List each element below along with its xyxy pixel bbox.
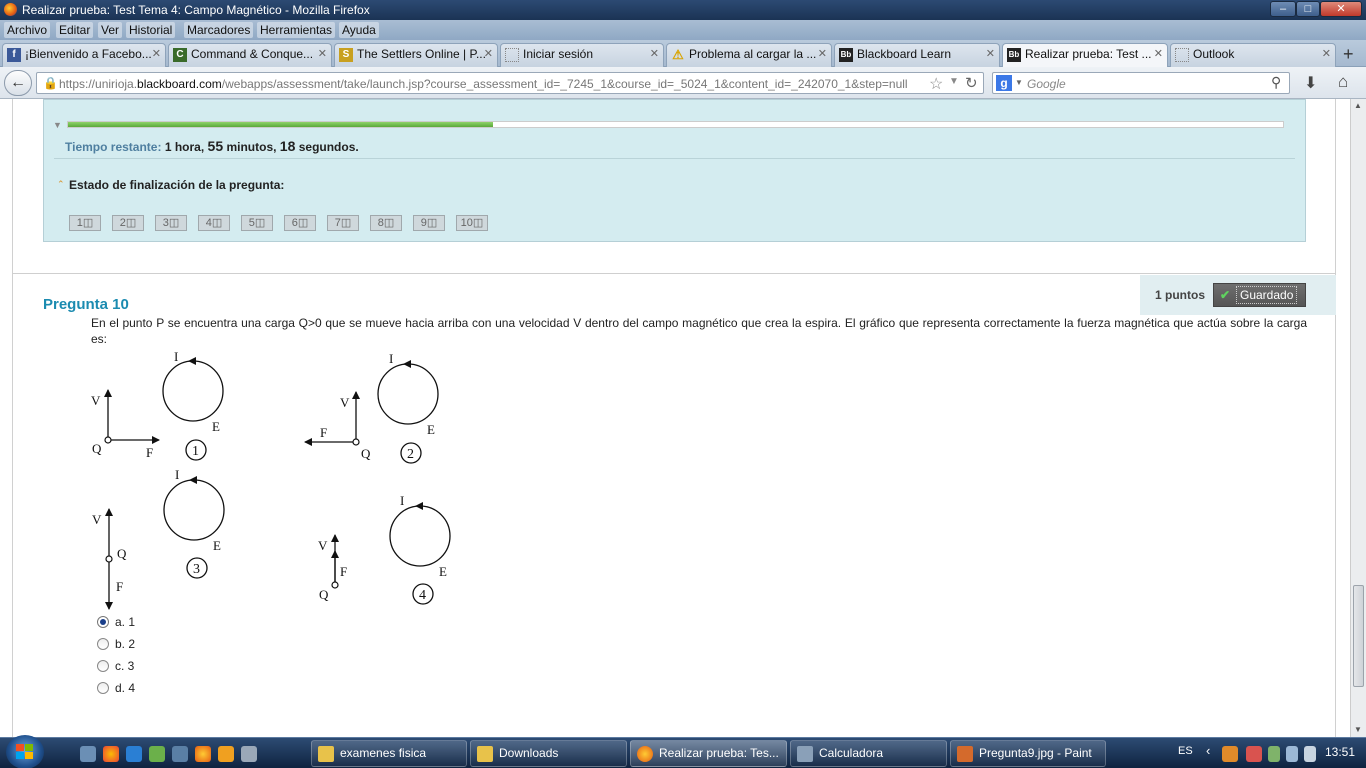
check-icon: ✔ — [1220, 288, 1231, 302]
taskbar-item-firefox[interactable]: Realizar prueba: Tes... — [630, 740, 787, 767]
page-content: ▼ Tiempo restante: 1 hora, 55 minutos, 18 segundos. ⌃ Estado de finalización de la pregunta: 1◫ 2◫ 3◫ 4◫ 5◫ 6◫ 7◫ 8◫ 9◫ 10◫ Pregunta 10 1 puntos ✔ Guardado En el punto P se encuentra una carga Q>0 que se mueve hacia arriba con una velocidad V dentro del campo magnético que crea la espira. El gráfico que representa correctamente la fuerza magnética que actúa sobre la carga es: I E V Q F 1 I E V Q F 2 I E V Q F 3 I E V Q F 4 a. 1 b. 2 c. 3 d. 4 — [0, 99, 1350, 737]
svg-text:V: V — [91, 393, 101, 408]
taskbar-item-downloads[interactable]: Downloads — [470, 740, 627, 767]
google-icon[interactable]: g — [996, 75, 1012, 91]
close-tab-icon[interactable]: ✕ — [483, 48, 493, 60]
svg-text:E: E — [439, 564, 447, 579]
tab-settlers[interactable]: S The Settlers Online | P... ✕ — [334, 43, 498, 67]
url-bar[interactable] — [36, 72, 984, 94]
loop-3 — [164, 480, 224, 540]
close-tab-icon[interactable]: ✕ — [817, 48, 827, 60]
svg-text:Q: Q — [319, 587, 329, 602]
dropdown-icon[interactable]: ▼ — [949, 76, 959, 87]
tab-blackboard-learn[interactable]: Bb Blackboard Learn ✕ — [834, 43, 1000, 67]
svg-text:V: V — [92, 512, 102, 527]
paint-icon — [957, 746, 973, 762]
facebook-icon: f — [7, 48, 21, 62]
loop-4 — [390, 506, 450, 566]
show-hidden-icons[interactable]: ‹ — [1206, 743, 1211, 758]
navigation-bar — [0, 67, 1366, 99]
home-icon[interactable]: ⌂ — [1338, 72, 1349, 91]
svg-text:F: F — [116, 579, 124, 594]
search-icon[interactable]: ⚲ — [1271, 74, 1282, 90]
scroll-down-arrow[interactable]: ▼ — [1354, 725, 1362, 734]
scroll-up-arrow[interactable]: ▲ — [1354, 101, 1362, 110]
warning-icon: ⚠ — [672, 47, 684, 62]
menu-ver[interactable]: Ver — [98, 22, 122, 38]
menu-bar — [0, 20, 1366, 40]
radio-a[interactable] — [97, 616, 109, 628]
question-text: En el punto P se encuentra una carga Q>0 que se mueve hacia arriba con una velocidad V dentro del campo magnético que crea la espira. El gráfico que representa correctamente la fuerza magnética que actúa sobre la carga es: — [91, 316, 1307, 346]
close-tab-icon[interactable]: ✕ — [985, 48, 995, 60]
back-button[interactable]: ← — [4, 70, 32, 96]
svg-text:E: E — [427, 422, 435, 437]
tab-iniciar-sesion[interactable]: Iniciar sesión ✕ — [500, 43, 664, 67]
media-player-icon[interactable] — [218, 746, 234, 762]
tab-facebook[interactable]: f ¡Bienvenido a Facebo... ✕ — [2, 43, 166, 67]
close-tab-icon[interactable]: ✕ — [649, 48, 659, 60]
firefox-quicklaunch-icon[interactable] — [195, 746, 211, 762]
window-title-bar — [0, 0, 1366, 20]
tab-bar — [0, 40, 1366, 67]
tray-app-icon-2[interactable] — [1246, 746, 1262, 762]
language-indicator[interactable]: ES — [1178, 745, 1193, 757]
question-status-label: Estado de finalización de la pregunta: — [69, 178, 285, 192]
url-text[interactable]: https://unirioja.blackboard.com/webapps/assessment/take/launch.jsp?course_assessment_id=_7245_1&course_id=_5024_1&content_id=_242070_1&step=null — [59, 77, 908, 91]
tray-app-icon[interactable] — [1222, 746, 1238, 762]
bookmark-star-icon[interactable]: ☆ — [929, 76, 944, 93]
blackboard-icon: Bb — [1007, 48, 1021, 62]
settlers-icon: S — [339, 48, 353, 62]
taskbar — [0, 737, 1366, 768]
virtualbox-icon[interactable] — [241, 746, 257, 762]
question-nav-4[interactable]: 4◫ — [198, 215, 230, 231]
menu-editar[interactable]: Editar — [56, 22, 93, 38]
maximize-button[interactable]: □ — [1296, 1, 1320, 17]
question-nav-5[interactable]: 5◫ — [241, 215, 273, 231]
question-nav-10[interactable]: 10◫ — [456, 215, 488, 231]
menu-archivo[interactable]: Archivo — [4, 22, 50, 38]
blank-page-icon — [505, 48, 519, 62]
svg-text:V: V — [340, 395, 350, 410]
svg-text:F: F — [340, 564, 348, 579]
volume-icon[interactable] — [1304, 746, 1316, 762]
svg-text:I: I — [175, 467, 180, 482]
lock-icon: 🔒 — [43, 76, 58, 90]
calculator-icon — [797, 746, 813, 762]
scroll-thumb[interactable] — [1353, 585, 1364, 687]
tab-problema[interactable]: ⚠ Problema al cargar la ... ✕ — [666, 43, 832, 67]
loop-2 — [378, 364, 438, 424]
start-button[interactable] — [6, 735, 44, 768]
taskbar-item-examenes[interactable]: examenes fisica — [311, 740, 467, 767]
question-nav-2[interactable]: 2◫ — [112, 215, 144, 231]
close-tab-icon[interactable]: ✕ — [1321, 48, 1331, 60]
folder-icon — [477, 746, 493, 762]
question-nav-6[interactable]: 6◫ — [284, 215, 316, 231]
internet-explorer-icon[interactable] — [126, 746, 142, 762]
taskbar-item-paint[interactable]: Pregunta9.jpg - Paint — [950, 740, 1106, 767]
expand-up-icon[interactable]: ⌃ — [57, 179, 65, 189]
minimize-button[interactable]: – — [1270, 1, 1296, 17]
question-title: Pregunta 10 — [43, 296, 129, 313]
close-tab-icon[interactable]: ✕ — [1153, 48, 1163, 60]
timer: Tiempo restante: 1 hora, 55 minutos, 18 segundos. — [65, 138, 359, 154]
taskbar-item-calculadora[interactable]: Calculadora — [790, 740, 947, 767]
close-button[interactable]: ✕ — [1320, 1, 1362, 17]
svg-text:E: E — [212, 419, 220, 434]
question-nav-8[interactable]: 8◫ — [370, 215, 402, 231]
network-icon[interactable] — [1286, 746, 1298, 762]
svg-text:Q: Q — [361, 446, 371, 461]
time-progress-fill — [68, 122, 493, 127]
search-placeholder: Google — [1027, 77, 1066, 91]
vertical-scrollbar[interactable] — [1350, 99, 1366, 737]
svg-text:Q: Q — [117, 546, 127, 561]
svg-text:2: 2 — [407, 447, 414, 462]
svg-text:I: I — [389, 351, 394, 366]
window-switcher-icon[interactable] — [172, 746, 188, 762]
question-nav-1[interactable]: 1◫ — [69, 215, 101, 231]
menu-marcadores[interactable]: Marcadores — [184, 22, 253, 38]
tab-realizar-prueba[interactable]: Bb Realizar prueba: Test ... ✕ — [1002, 43, 1168, 67]
menu-herramientas[interactable]: Herramientas — [257, 22, 335, 38]
tray-app-icon-3[interactable] — [1268, 746, 1280, 762]
search-engine-dropdown-icon[interactable]: ▼ — [1015, 78, 1023, 87]
blackboard-icon: Bb — [839, 48, 853, 62]
app-icon[interactable] — [149, 746, 165, 762]
loop-1 — [163, 361, 223, 421]
svg-text:I: I — [400, 493, 405, 508]
radio-c[interactable] — [97, 660, 109, 672]
svg-text:I: I — [174, 349, 179, 364]
tab-outlook[interactable]: Outlook ✕ — [1170, 43, 1336, 67]
chrome-icon[interactable] — [103, 746, 119, 762]
reload-icon[interactable]: ↻ — [965, 75, 978, 92]
svg-text:4: 4 — [419, 588, 426, 603]
question-nav-7[interactable]: 7◫ — [327, 215, 359, 231]
radio-d[interactable] — [97, 682, 109, 694]
window-title: Realizar prueba: Test Tema 4: Campo Magnético - Mozilla Firefox — [22, 3, 370, 17]
svg-text:1: 1 — [192, 444, 199, 459]
svg-text:F: F — [146, 445, 154, 460]
folder-icon — [318, 746, 334, 762]
menu-historial[interactable]: Historial — [126, 22, 175, 38]
svg-text:Q: Q — [92, 441, 102, 456]
svg-text:F: F — [320, 425, 328, 440]
assessment-status-panel — [43, 99, 1306, 242]
cnc-icon: C — [173, 48, 187, 62]
question-nav-9[interactable]: 9◫ — [413, 215, 445, 231]
radio-b[interactable] — [97, 638, 109, 650]
tab-command-conquer[interactable]: C Command & Conque... ✕ — [168, 43, 332, 67]
clock[interactable]: 13:51 — [1325, 745, 1356, 759]
svg-text:E: E — [213, 538, 221, 553]
new-tab-button[interactable]: + — [1343, 44, 1354, 64]
svg-text:V: V — [318, 538, 328, 553]
menu-ayuda[interactable]: Ayuda — [339, 22, 379, 38]
firefox-icon — [637, 746, 653, 762]
time-progress-bar — [67, 121, 1284, 128]
magnetic-force-diagrams — [88, 349, 460, 615]
question-points: 1 puntos — [1155, 288, 1205, 302]
close-tab-icon[interactable]: ✕ — [317, 48, 327, 60]
show-desktop-icon[interactable] — [80, 746, 96, 762]
question-nav-3[interactable]: 3◫ — [155, 215, 187, 231]
svg-text:3: 3 — [193, 562, 200, 577]
saved-status-button[interactable]: ✔ Guardado — [1213, 283, 1306, 307]
blank-page-icon — [1175, 48, 1189, 62]
firefox-icon — [4, 3, 17, 16]
collapse-icon[interactable]: ▼ — [53, 120, 62, 130]
download-icon[interactable]: ⬇ — [1304, 75, 1318, 92]
close-tab-icon[interactable]: ✕ — [151, 48, 161, 60]
search-bar[interactable] — [992, 72, 1290, 94]
